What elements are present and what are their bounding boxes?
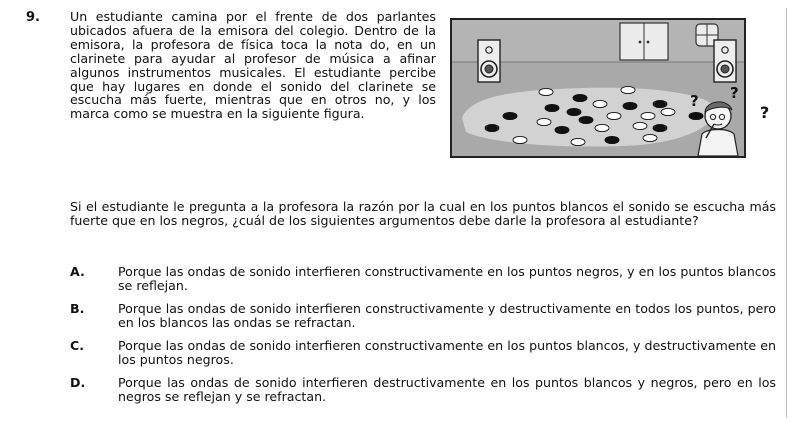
figure-question-mark-2: ? bbox=[730, 84, 739, 102]
white-point bbox=[539, 88, 553, 95]
figure-illustration bbox=[452, 20, 744, 156]
option-letter: B. bbox=[70, 301, 85, 316]
figure-question-mark: ? bbox=[690, 92, 699, 110]
door-knob-left bbox=[639, 41, 642, 44]
door-knob-right bbox=[647, 41, 650, 44]
question-stem: Un estudiante camina por el frente de dos parlantes ubicados afuera de la emisora del colegio. Dentro de la emisora, la profesora de física toca la nota do, en un clarinete para ayudar al profesor de música a afinar algunos instrumentos musicales. El estudiante percibe que hay lugares en donde el sonido del clarinete se escucha más fuerte, mientras que en otros no, y los marca como se muestra en la siguiente figura. bbox=[70, 9, 436, 122]
option-a[interactable] bbox=[70, 265, 776, 302]
answer-options bbox=[70, 265, 776, 413]
black-point bbox=[555, 126, 569, 133]
option-letter: C. bbox=[70, 338, 85, 353]
question-prompt: Si el estudiante le pregunta a la profesora la razón por la cual en los puntos blancos el sonido se escucha más fuerte que en los negros, ¿cuál de los siguientes argumentos debe darle la profesora al estudiante? bbox=[70, 199, 776, 229]
white-point bbox=[537, 118, 551, 125]
option-text: Porque las ondas de sonido interfieren constructivamente en los puntos blancos, y destructivamente en los puntos negros. bbox=[118, 338, 776, 367]
option-letter: D. bbox=[70, 375, 86, 390]
option-letter: A. bbox=[70, 264, 85, 279]
black-point bbox=[579, 116, 593, 123]
white-point bbox=[513, 136, 527, 143]
page-margin-line bbox=[786, 8, 787, 418]
black-point bbox=[485, 124, 499, 131]
option-c[interactable] bbox=[70, 339, 776, 376]
option-d[interactable] bbox=[70, 376, 776, 413]
white-point bbox=[633, 122, 647, 129]
white-point bbox=[641, 112, 655, 119]
left-speaker-icon bbox=[478, 40, 500, 82]
speakers-figure bbox=[450, 18, 746, 158]
right-speaker-icon bbox=[714, 40, 736, 82]
white-point bbox=[571, 138, 585, 145]
white-point bbox=[621, 86, 635, 93]
white-point bbox=[595, 124, 609, 131]
white-point bbox=[661, 108, 675, 115]
white-point bbox=[593, 100, 607, 107]
black-point bbox=[503, 112, 517, 119]
black-point bbox=[653, 124, 667, 131]
black-point bbox=[689, 112, 703, 119]
option-b[interactable] bbox=[70, 302, 776, 339]
white-point bbox=[643, 134, 657, 141]
option-text: Porque las ondas de sonido interfieren constructivamente y destructivamente en todos los puntos, pero en los blancos las ondas se refractan. bbox=[118, 301, 776, 330]
black-point bbox=[653, 100, 667, 107]
white-point bbox=[607, 112, 621, 119]
question-number: 9. bbox=[26, 10, 40, 25]
black-point bbox=[567, 108, 581, 115]
black-point bbox=[573, 94, 587, 101]
option-text: Porque las ondas de sonido interfieren constructivamente en los puntos negros, y en los puntos blancos se reflejan. bbox=[118, 264, 776, 293]
black-point bbox=[605, 136, 619, 143]
option-text: Porque las ondas de sonido interfieren destructivamente en los puntos blancos y negros, pero en los negros se reflejan y se refractan. bbox=[118, 375, 776, 404]
outer-question-mark: ? bbox=[760, 103, 770, 122]
black-point bbox=[545, 104, 559, 111]
black-point bbox=[623, 102, 637, 109]
